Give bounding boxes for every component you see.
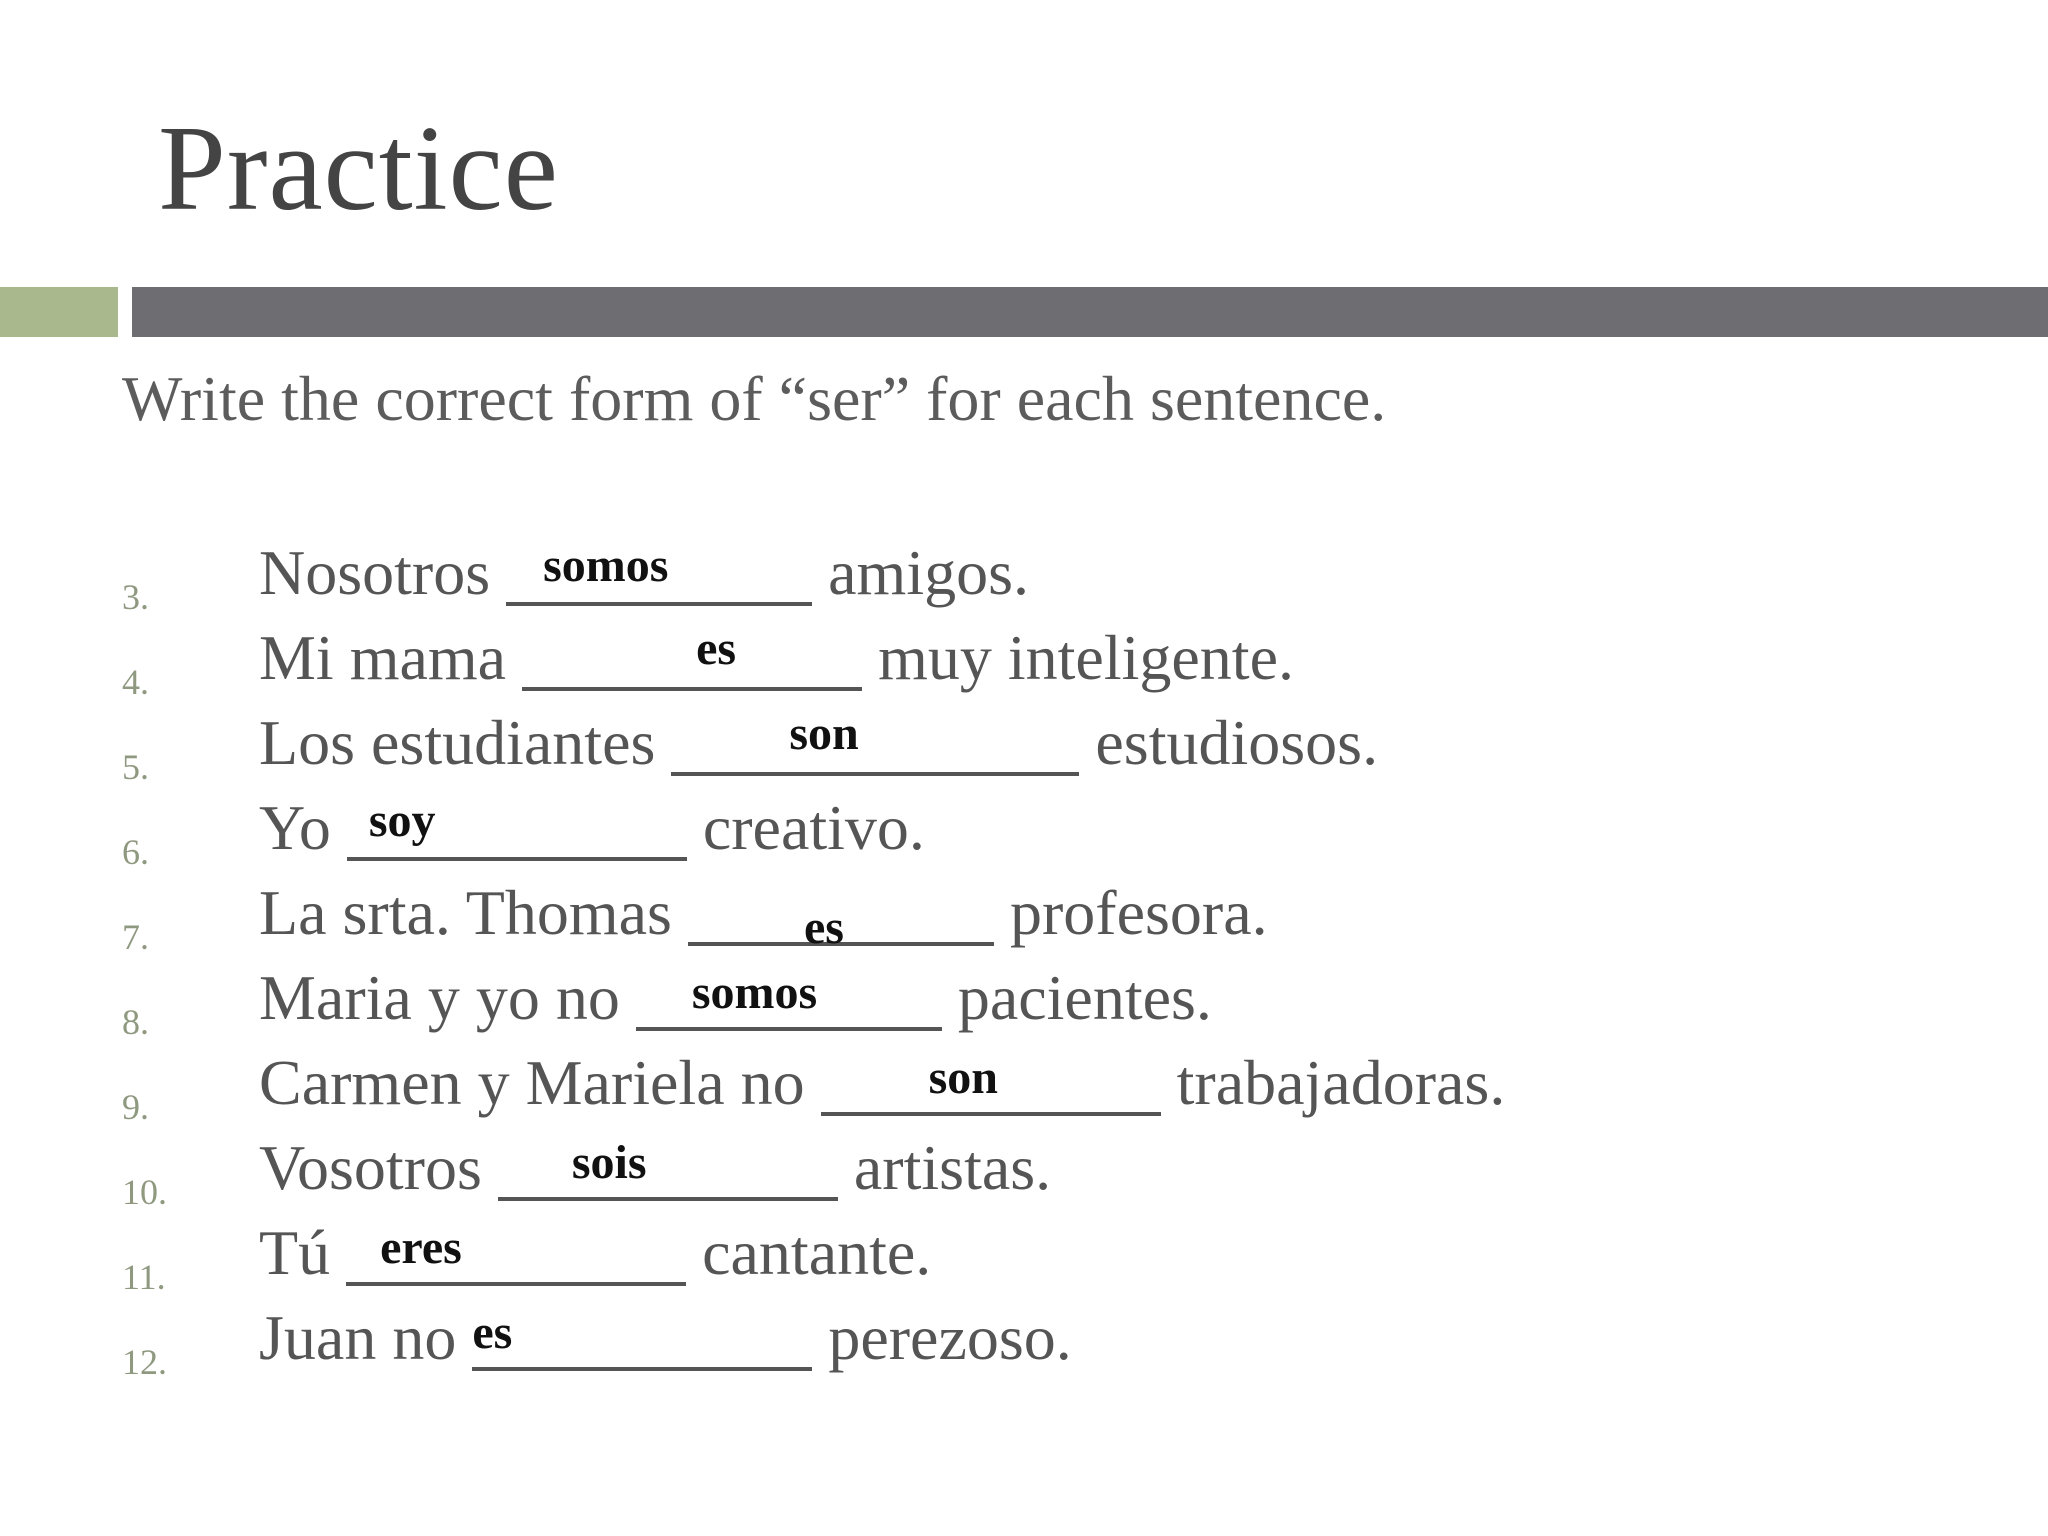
item-number: 3. [122,577,149,617]
item-sentence [259,1130,1051,1207]
exercise-item [0,1300,2048,1385]
answer-blank[interactable] [522,621,862,697]
blank-underline [506,602,812,606]
exercise-item [0,1215,2048,1300]
item-sentence [259,1300,1072,1377]
sentence-end: pacientes. [941,962,1212,1033]
item-sentence [259,960,1212,1037]
answer-text: es [696,621,737,675]
answer-text: es [803,900,844,954]
item-sentence [259,1215,931,1292]
instructions-text: Write the correct form of “ser” for each sentence. [122,363,1387,434]
slide-title: Practice [158,101,559,236]
item-sentence [259,705,1378,782]
exercise-item [0,960,2048,1045]
sentence-start: Carmen y Mariela no [259,1047,821,1118]
sentence-start: Tú [259,1217,347,1288]
answer-blank[interactable] [688,882,994,952]
answer-text: eres [380,1220,462,1274]
answer-blank[interactable] [472,1307,812,1377]
exercise-item [0,620,2048,705]
item-number: 9. [122,1087,149,1127]
sentence-end: profesora. [993,877,1268,948]
sentence-start: La srta. Thomas [259,877,688,948]
blank-underline [522,687,862,691]
answer-text: somos [691,965,818,1019]
sentence-end: cantante. [686,1217,932,1288]
exercise-item [0,1130,2048,1215]
exercise-item [0,535,2048,620]
answer-blank[interactable] [506,538,812,612]
item-number: 4. [122,662,149,702]
sentence-start: Maria y yo no [259,962,636,1033]
item-number: 11. [122,1257,166,1297]
item-sentence [259,535,1029,612]
exercise-item [0,705,2048,790]
item-sentence [259,875,1268,952]
exercise-item [0,1045,2048,1130]
answer-blank[interactable] [498,1137,838,1207]
sentence-start: Juan no [259,1302,473,1373]
answer-blank[interactable] [347,793,687,867]
item-number: 12. [122,1342,167,1382]
sentence-start: Vosotros [259,1132,498,1203]
sentence-end: amigos. [812,537,1029,608]
blank-underline [636,1027,942,1031]
answer-text: es [472,1305,513,1359]
blank-underline [498,1197,838,1201]
blank-underline [472,1367,812,1371]
answer-text: sois [571,1135,647,1189]
exercise-item [0,875,2048,960]
item-sentence [259,790,925,867]
item-number: 8. [122,1002,149,1042]
sentence-end: artistas. [837,1132,1052,1203]
answer-text: somos [543,538,669,592]
answer-text: soy [368,793,436,847]
sentence-start: Los estudiantes [259,707,672,778]
answer-blank[interactable] [671,706,1079,782]
blank-underline [347,857,687,861]
item-number: 5. [122,747,149,787]
answer-blank[interactable] [636,967,942,1037]
answer-blank[interactable] [346,1222,686,1292]
item-sentence [259,1045,1505,1122]
sentence-end: creativo. [686,792,925,863]
item-sentence [259,620,1294,697]
sentence-end: perezoso. [812,1302,1072,1373]
blank-underline [821,1112,1161,1116]
answer-blank[interactable] [821,1052,1161,1122]
blank-underline [346,1282,686,1286]
sentence-start: Yo [259,792,347,863]
sentence-start: Nosotros [259,537,507,608]
item-number: 7. [122,917,149,957]
answer-text: son [928,1050,998,1104]
answer-text: son [789,706,859,760]
exercise-item [0,790,2048,875]
item-number: 6. [122,832,149,872]
blank-underline [671,772,1079,776]
sentence-start: Mi mama [259,622,523,693]
sentence-end: muy inteligente. [862,622,1294,693]
sentence-end: trabajadoras. [1160,1047,1506,1118]
item-number: 10. [122,1172,167,1212]
sentence-end: estudiosos. [1079,707,1379,778]
